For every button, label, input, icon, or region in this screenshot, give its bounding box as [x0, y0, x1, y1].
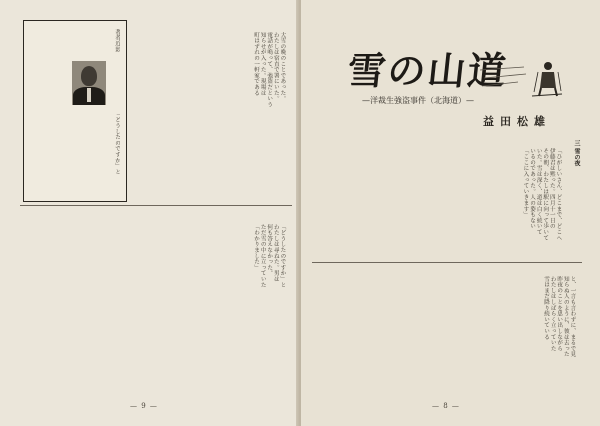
text-line: 町はずれの一軒家である [253, 31, 260, 96]
photo-caption: 著者近影 [114, 29, 120, 53]
column-divider [20, 205, 292, 206]
text-line: その朝、わたしは駅に向って歩いて [542, 147, 549, 241]
article-title: 雪の山道 [345, 48, 511, 93]
subtitle-text: 洋裁生強盗事件（北海道） [370, 96, 466, 105]
left-page [0, 0, 299, 426]
text-line: 「ここに入っていきます」 [522, 147, 529, 218]
text-line: わたしはしばらく立っていた [549, 275, 556, 352]
article-subtitle: —洋裁生強盗事件（北海道）— [362, 96, 474, 105]
right-page-text-upper [312, 140, 568, 258]
page-number-right: — 8 — [432, 402, 460, 410]
author-photo [72, 61, 106, 105]
text-line: 伊藤君は黙った。四月十一日の [548, 147, 555, 230]
text-line: 知らぬ人のように、彼は去った [562, 275, 569, 358]
author-bio-text: 「どうしたのですか」と [114, 111, 120, 175]
page-number-left: — 9 — [130, 402, 158, 410]
author-photo-box [23, 20, 127, 202]
skier-illustration-icon [530, 58, 564, 98]
text-line: わたしは尋ねた。男は [272, 223, 279, 282]
text-line: 「どうしたのですか」と [279, 223, 286, 288]
text-line: 昨夜のことを思い出しながら [556, 275, 563, 352]
text-line: ただ雪の中に立っていた [259, 223, 266, 288]
text-line: いた。雪は深く、道は白く続いて [535, 147, 542, 235]
left-page-text-upper [130, 20, 292, 200]
right-page-text-lower [312, 268, 582, 396]
text-line: 何も答えなかった。 [266, 223, 273, 277]
text-line: 大雪の晩のことであった。 [279, 31, 286, 102]
text-line: 「ひがしいさん、どこまで、どこへ [555, 147, 562, 241]
author-name: 益田松雄 [483, 115, 551, 128]
text-line: 「わかりました」 [253, 223, 260, 271]
text-line: と、一言も言わずに、まるで見 [569, 275, 576, 358]
column-divider [312, 262, 582, 263]
left-page-text-lower [20, 212, 292, 394]
text-line: いるのであった。人の姿もない [529, 147, 536, 230]
text-line: 知らせが入った。現場は [259, 31, 266, 96]
text-line: わたしは宿直で署にいた。 [272, 31, 279, 102]
text-line: 電話が鳴って、強盗だという [266, 31, 273, 108]
section-heading: 三 雪の夜 [573, 140, 580, 167]
text-line: 雪はまだ降り続いている [543, 275, 550, 340]
snow-streaks-icon [478, 62, 528, 92]
